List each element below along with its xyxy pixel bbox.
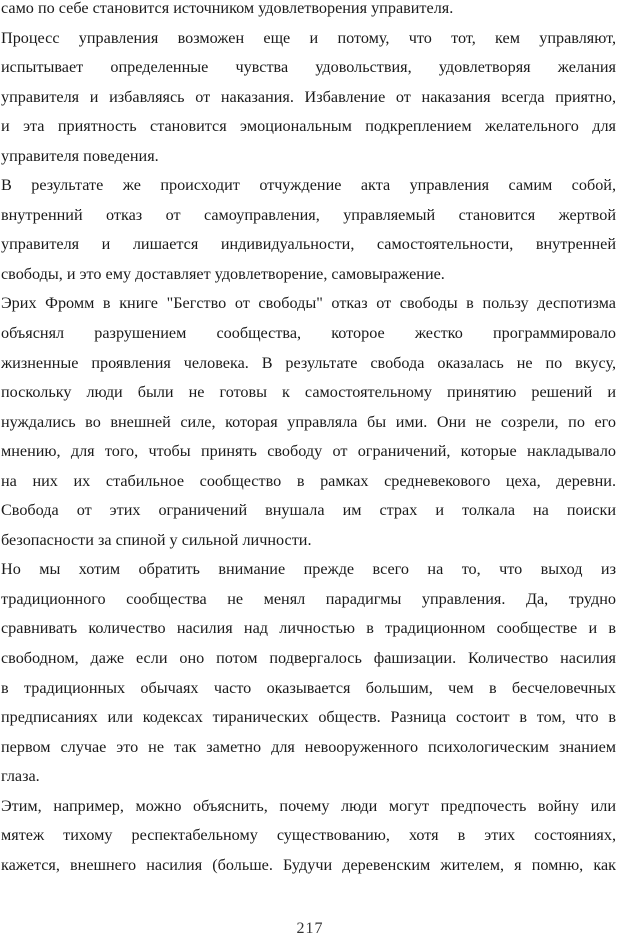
text-line: традиционного сообщества не менял парадигмы управления. Да, трудно: [1, 589, 616, 608]
text-line: Свобода от этих ограничений внушала им страх и толкала на поиски: [1, 501, 616, 520]
text-line: Этим, например, можно объяснить, почему люди могут предпочесть войну или: [1, 796, 616, 815]
text-line: поскольку люди были не готовы к самостоятельному принятию решений и: [1, 383, 616, 402]
text-line: глаза.: [1, 767, 40, 786]
page-number: 217: [296, 920, 324, 937]
text-line: объяснял разрушением сообщества, которое жестко программировало: [1, 324, 616, 343]
body-text: [1, 0, 616, 880]
text-line: Эрих Фромм в книге "Бегство от свободы" отказ от свободы в пользу деспотизма: [1, 294, 616, 313]
text-line: жизненные проявления человека. В результате свобода оказалась не по вкусу,: [1, 353, 616, 372]
text-line: свободы, и это ему доставляет удовлетворение, самовыражение.: [1, 264, 445, 283]
text-line: Процесс управления возможен еще и потому, что тот, кем управляют,: [1, 28, 616, 47]
text-line: на них их стабильное сообщество в рамках средневекового цеха, деревни.: [1, 471, 616, 490]
text-line: В результате же происходит отчуждение акта управления самим собой,: [1, 176, 616, 195]
text-line: и эта приятность становится эмоциональным подкреплением желательного для: [1, 117, 616, 136]
text-line: само по себе становится источником удовлетворения управителя.: [1, 0, 454, 17]
text-line: внутренний отказ от самоуправления, управляемый становится жертвой: [1, 205, 616, 224]
text-line: мятеж тихому респектабельному существованию, хотя в этих состояниях,: [1, 826, 616, 845]
text-line: свободном, даже если оно потом подвергалось фашизации. Количество насилия: [1, 649, 616, 668]
text-line: управителя и лишается индивидуальности, самостоятельности, внутренней: [1, 235, 616, 254]
text-line: безопасности за спиной у сильной личности.: [1, 530, 312, 549]
text-line: управителя поведения.: [1, 146, 159, 165]
text-line: сравнивать количество насилия над личностью в традиционном сообществе и в: [1, 619, 616, 638]
text-line: Но мы хотим обратить внимание прежде всего на то, что выход из: [1, 560, 616, 579]
text-line: в традиционных обычаях часто оказывается большим, чем в бесчеловечных: [1, 678, 616, 697]
text-line: испытывает определенные чувства удовольствия, удовлетворяя желания: [1, 58, 616, 77]
text-line: первом случае это не так заметно для невооруженного психологическим знанием: [1, 737, 616, 756]
text-line: предписаниях или кодексах тиранических обществ. Разница состоит в том, что в: [1, 708, 616, 727]
text-line: кажется, внешнего насилия (больше. Будучи деревенским жителем, я помню, как: [1, 855, 616, 874]
text-line: управителя и избавляясь от наказания. Избавление от наказания всегда приятно,: [1, 87, 616, 106]
text-line: мнению, для того, чтобы принять свободу от ограничений, которые накладывало: [1, 442, 616, 461]
text-line: нуждались во внешней силе, которая управляла бы ими. Они не созрели, по его: [1, 412, 616, 431]
